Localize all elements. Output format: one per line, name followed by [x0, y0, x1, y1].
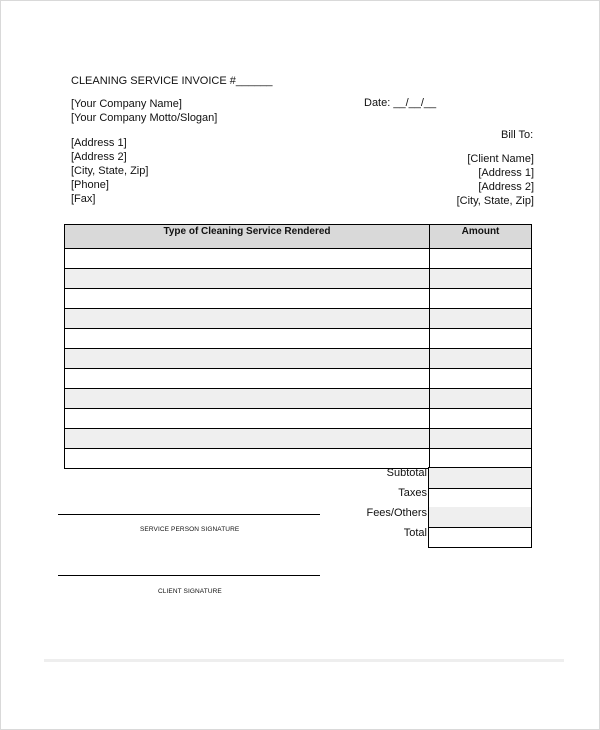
amount-cell[interactable]	[430, 349, 532, 369]
company-address	[71, 136, 148, 206]
invoice-date: Date: __/__/__	[364, 97, 437, 109]
amount-cell[interactable]	[430, 389, 532, 409]
amount-cell[interactable]	[430, 369, 532, 389]
invoice-title: CLEANING SERVICE INVOICE #______	[71, 75, 273, 87]
client-block	[457, 152, 534, 208]
service-cell[interactable]	[65, 289, 430, 309]
totals-block	[360, 467, 532, 547]
fees-label: Fees/Others	[366, 507, 427, 519]
footer-divider	[44, 659, 564, 662]
amount-header: Amount	[430, 225, 532, 249]
total-row	[360, 527, 532, 547]
service-person-signature-label: SERVICE PERSON SIGNATURE	[140, 526, 240, 533]
service-cell[interactable]	[65, 369, 430, 389]
table-row	[65, 269, 532, 289]
client-city-state-zip: [City, State, Zip]	[456, 195, 534, 207]
service-cell[interactable]	[65, 429, 430, 449]
company-address-1: [Address 1]	[71, 137, 127, 149]
table-row	[65, 369, 532, 389]
company-name: [Your Company Name]	[71, 98, 182, 110]
fees-value[interactable]	[428, 507, 532, 528]
table-row	[65, 389, 532, 409]
amount-cell[interactable]	[430, 249, 532, 269]
company-block	[71, 97, 217, 125]
table-row	[65, 249, 532, 269]
amount-cell[interactable]	[430, 269, 532, 289]
table-row	[65, 329, 532, 349]
amount-cell[interactable]	[430, 289, 532, 309]
service-cell[interactable]	[65, 349, 430, 369]
subtotal-label: Subtotal	[386, 467, 427, 479]
taxes-value[interactable]	[428, 487, 532, 508]
company-address-2: [Address 2]	[71, 151, 127, 163]
service-cell[interactable]	[65, 249, 430, 269]
subtotal-value[interactable]	[428, 467, 532, 489]
table-row	[65, 349, 532, 369]
client-address-1: [Address 1]	[478, 167, 534, 179]
total-label: Total	[403, 527, 427, 539]
company-fax: [Fax]	[71, 193, 96, 205]
table-row	[65, 429, 532, 449]
services-table	[64, 224, 532, 469]
table-row	[65, 289, 532, 309]
service-cell[interactable]	[65, 309, 430, 329]
fees-row	[360, 507, 532, 527]
amount-cell[interactable]	[430, 449, 532, 469]
subtotal-row	[360, 467, 532, 487]
service-cell[interactable]	[65, 409, 430, 429]
taxes-row	[360, 487, 532, 507]
company-motto: [Your Company Motto/Slogan]	[71, 112, 218, 124]
service-cell[interactable]	[65, 269, 430, 289]
client-signature-line[interactable]	[58, 575, 320, 576]
table-row	[65, 449, 532, 469]
bill-to-label: Bill To:	[501, 129, 534, 141]
client-signature-label: CLIENT SIGNATURE	[158, 588, 222, 595]
table-row	[65, 309, 532, 329]
amount-cell[interactable]	[430, 429, 532, 449]
client-address-2: [Address 2]	[478, 181, 534, 193]
client-name: [Client Name]	[467, 153, 534, 165]
company-phone: [Phone]	[71, 179, 109, 191]
service-person-signature-line[interactable]	[58, 514, 320, 515]
table-header-row	[65, 225, 532, 249]
table-row	[65, 409, 532, 429]
total-value[interactable]	[428, 527, 532, 548]
company-city-state-zip: [City, State, Zip]	[71, 165, 149, 177]
service-cell[interactable]	[65, 329, 430, 349]
service-cell[interactable]	[65, 389, 430, 409]
amount-cell[interactable]	[430, 329, 532, 349]
service-cell[interactable]	[65, 449, 430, 469]
amount-cell[interactable]	[430, 309, 532, 329]
service-type-header: Type of Cleaning Service Rendered	[65, 225, 430, 249]
amount-cell[interactable]	[430, 409, 532, 429]
taxes-label: Taxes	[398, 487, 427, 499]
